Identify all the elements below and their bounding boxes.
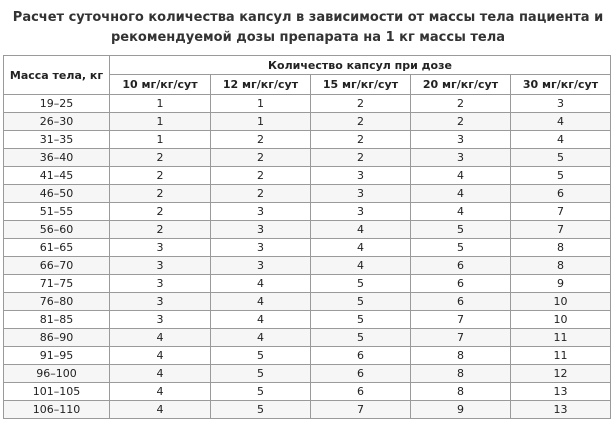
capsule-count-cell: 11 [511,347,611,365]
capsule-count-cell: 2 [110,203,211,221]
capsule-count-cell: 3 [110,275,211,293]
capsule-count-cell: 4 [411,167,511,185]
table-row [4,275,611,293]
table-row [4,239,611,257]
capsule-dosage-table [3,55,611,419]
capsule-count-cell: 5 [211,347,311,365]
capsule-count-cell: 8 [411,383,511,401]
capsule-count-cell: 10 [511,293,611,311]
weight-cell: 66–70 [4,257,110,275]
table-body [4,95,611,419]
table-row [4,365,611,383]
weight-cell: 26–30 [4,113,110,131]
capsule-count-cell: 4 [110,401,211,419]
capsule-count-cell: 6 [411,293,511,311]
capsule-count-cell: 3 [110,293,211,311]
weight-cell: 41–45 [4,167,110,185]
dose-header-15: 15 мг/кг/сут [311,75,411,95]
capsule-count-cell: 5 [311,275,411,293]
capsule-count-cell: 4 [311,239,411,257]
capsule-count-cell: 2 [311,95,411,113]
table-row [4,185,611,203]
capsule-count-cell: 2 [211,149,311,167]
title-line-1: Расчет суточного количества капсул в зависимости от массы тела пациента и [12,10,604,25]
capsule-count-cell: 2 [311,113,411,131]
capsule-count-cell: 2 [110,149,211,167]
capsule-count-cell: 6 [311,383,411,401]
capsule-count-cell: 5 [311,293,411,311]
capsule-count-cell: 6 [311,365,411,383]
capsule-count-cell: 4 [211,275,311,293]
capsule-count-cell: 5 [211,365,311,383]
capsule-count-cell: 4 [110,365,211,383]
weight-cell: 71–75 [4,275,110,293]
table-row [4,383,611,401]
capsule-count-cell: 5 [311,311,411,329]
weight-cell: 91–95 [4,347,110,365]
capsule-count-cell: 4 [211,311,311,329]
dose-header-20: 20 мг/кг/сут [411,75,511,95]
weight-column-header: Масса тела, кг [4,56,110,95]
capsule-count-cell: 8 [411,347,511,365]
weight-cell: 56–60 [4,221,110,239]
capsule-count-cell: 9 [511,275,611,293]
capsule-count-cell: 2 [311,149,411,167]
capsule-count-cell: 4 [110,383,211,401]
capsule-count-cell: 2 [211,167,311,185]
table-row [4,95,611,113]
capsule-count-cell: 8 [511,239,611,257]
capsule-count-cell: 3 [411,149,511,167]
capsule-count-cell: 7 [311,401,411,419]
table-row [4,347,611,365]
weight-cell: 51–55 [4,203,110,221]
capsule-count-cell: 1 [211,113,311,131]
capsule-count-cell: 13 [511,383,611,401]
capsule-count-cell: 2 [110,167,211,185]
weight-cell: 31–35 [4,131,110,149]
weight-cell: 36–40 [4,149,110,167]
table-row [4,401,611,419]
weight-cell: 96–100 [4,365,110,383]
capsule-count-cell: 10 [511,311,611,329]
capsule-count-cell: 5 [211,401,311,419]
capsule-count-cell: 12 [511,365,611,383]
weight-cell: 106–110 [4,401,110,419]
capsule-count-cell: 3 [511,95,611,113]
capsule-count-cell: 6 [411,275,511,293]
capsule-count-cell: 1 [110,131,211,149]
capsule-count-cell: 1 [110,95,211,113]
capsule-count-cell: 3 [211,221,311,239]
capsule-count-cell: 4 [311,257,411,275]
capsule-count-cell: 5 [211,383,311,401]
capsule-count-cell: 1 [211,95,311,113]
capsule-count-cell: 6 [511,185,611,203]
weight-cell: 76–80 [4,293,110,311]
capsule-count-cell: 8 [511,257,611,275]
capsule-count-cell: 3 [211,257,311,275]
dose-group-header: Количество капсул при дозе [110,56,611,75]
table-row [4,167,611,185]
capsule-count-cell: 4 [311,221,411,239]
capsule-count-cell: 2 [211,185,311,203]
capsule-count-cell: 7 [411,329,511,347]
capsule-count-cell: 3 [311,203,411,221]
weight-cell: 86–90 [4,329,110,347]
capsule-count-cell: 7 [511,203,611,221]
table-row [4,203,611,221]
weight-cell: 81–85 [4,311,110,329]
capsule-count-cell: 3 [110,239,211,257]
capsule-count-cell: 2 [411,95,511,113]
capsule-count-cell: 3 [110,311,211,329]
capsule-count-cell: 2 [211,131,311,149]
capsule-count-cell: 3 [311,167,411,185]
capsule-count-cell: 5 [511,167,611,185]
capsule-count-cell: 3 [311,185,411,203]
capsule-count-cell: 4 [110,347,211,365]
capsule-count-cell: 3 [211,203,311,221]
capsule-count-cell: 4 [411,185,511,203]
capsule-count-cell: 11 [511,329,611,347]
title-line-2: рекомендуемой дозы препарата на 1 кг массы тела [110,30,506,45]
page-title [0,8,616,48]
table-row [4,329,611,347]
table-row [4,131,611,149]
capsule-count-cell: 3 [110,257,211,275]
capsule-count-cell: 6 [311,347,411,365]
capsule-count-cell: 5 [511,149,611,167]
capsule-count-cell: 6 [411,257,511,275]
weight-cell: 19–25 [4,95,110,113]
capsule-count-cell: 3 [211,239,311,257]
capsule-count-cell: 8 [411,365,511,383]
capsule-count-cell: 5 [411,221,511,239]
capsule-count-cell: 4 [511,131,611,149]
table-row [4,311,611,329]
capsule-count-cell: 7 [411,311,511,329]
table-row [4,221,611,239]
dose-header-10: 10 мг/кг/сут [110,75,211,95]
weight-cell: 61–65 [4,239,110,257]
capsule-count-cell: 2 [110,221,211,239]
capsule-count-cell: 9 [411,401,511,419]
capsule-count-cell: 2 [110,185,211,203]
capsule-count-cell: 4 [411,203,511,221]
capsule-count-cell: 4 [511,113,611,131]
table-row [4,257,611,275]
capsule-count-cell: 5 [411,239,511,257]
capsule-count-cell: 4 [211,329,311,347]
capsule-count-cell: 5 [311,329,411,347]
dose-header-30: 30 мг/кг/сут [511,75,611,95]
table-row [4,293,611,311]
capsule-count-cell: 2 [311,131,411,149]
table-row [4,149,611,167]
capsule-count-cell: 1 [110,113,211,131]
capsule-count-cell: 4 [211,293,311,311]
weight-cell: 101–105 [4,383,110,401]
dose-header-12: 12 мг/кг/сут [211,75,311,95]
capsule-count-cell: 2 [411,113,511,131]
capsule-count-cell: 13 [511,401,611,419]
capsule-count-cell: 4 [110,329,211,347]
weight-cell: 46–50 [4,185,110,203]
capsule-count-cell: 3 [411,131,511,149]
table-row [4,113,611,131]
capsule-count-cell: 7 [511,221,611,239]
